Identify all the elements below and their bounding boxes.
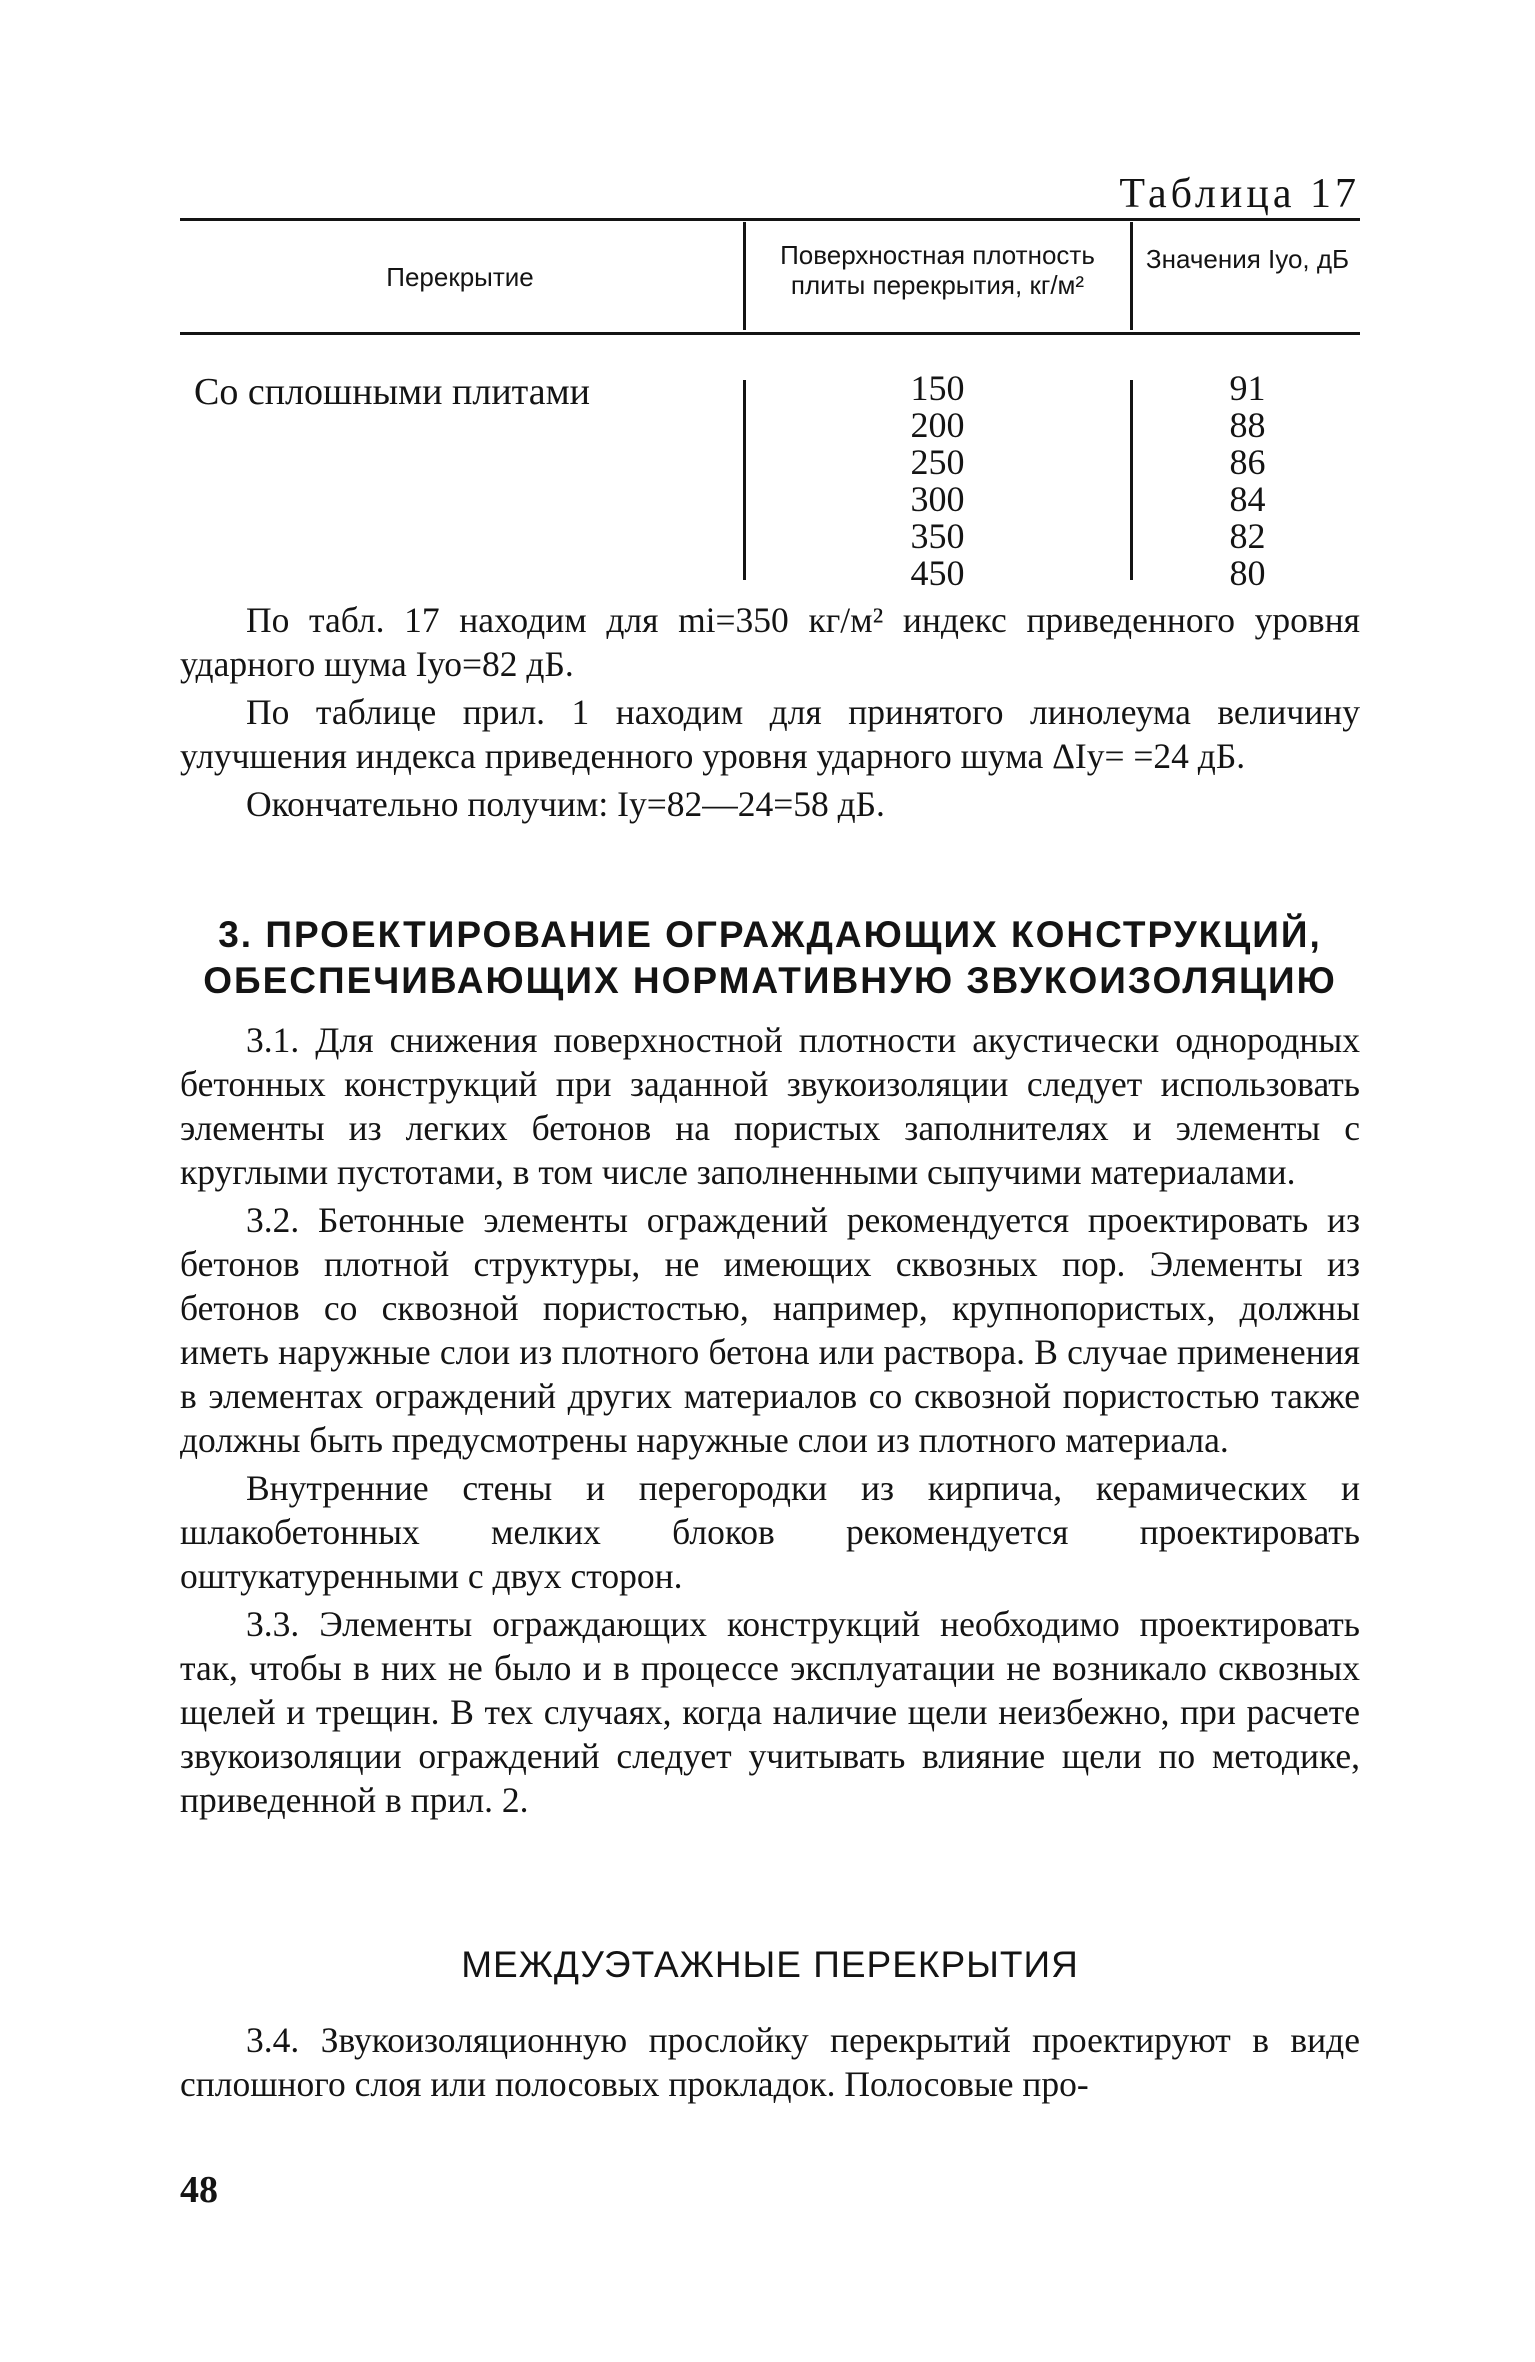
subsection-heading: МЕЖДУЭТАЖНЫЕ ПЕРЕКРЫТИЯ	[461, 1944, 1079, 1985]
density-cell: 250	[910, 442, 965, 482]
row-label: Со сплошными плитами	[194, 371, 590, 413]
section-heading	[180, 912, 1360, 1004]
header-floor-type: Перекрытие	[386, 262, 534, 292]
section-heading-line: ОБЕСПЕЧИВАЮЩИХ НОРМАТИВНУЮ ЗВУКОИЗОЛЯЦИЮ	[203, 960, 1337, 1001]
index-cell: 82	[1229, 516, 1266, 556]
paragraph: По таблице прил. 1 находим для принятого линолеума величину улучшения индекса приведенного уровня ударного шума ΔIу= =24 дБ.	[180, 692, 1360, 776]
body-divider-2	[1130, 380, 1133, 580]
paragraph: 3.2. Бетонные элементы ограждений рекомендуется проектировать из бетонов плотной структуры, не имеющих сквозных пор. Элементы из бетонов со сквозной пористостью, например, крупнопористых, должны иметь наружные слои из плотного бетона или раствора. В случае применения в элементах ограждений других материалов со сквозной пористостью также должны быть предусмотрены наружные слои из плотного материала.	[180, 1200, 1360, 1460]
density-cell: 300	[910, 479, 965, 519]
density-cell: 450	[910, 553, 965, 593]
index-cell: 91	[1229, 368, 1266, 408]
subsection-body	[180, 2018, 1360, 2110]
header-divider-1	[743, 222, 746, 330]
page-number: 48	[180, 2169, 218, 2211]
calculation-text	[180, 598, 1360, 830]
paragraph: По табл. 17 находим для mі=350 кг/м² индекс приведенного уровня ударного шума Iуо=82 дБ.	[180, 600, 1360, 684]
density-cell: 350	[910, 516, 965, 556]
section-body	[180, 1018, 1360, 1826]
table-header-rule	[180, 332, 1360, 335]
paragraph: 3.3. Элементы ограждающих конструкций необходимо проектировать так, чтобы в них не было и в процессе эксплуатации не возникало сквозных щелей и трещин. В тех случаях, когда наличие щели неизбежно, при расчете звукоизоляции ограждений следует учитывать влияние щели по методике, приведенной в прил. 2.	[180, 1604, 1360, 1820]
section-heading-line: 3. ПРОЕКТИРОВАНИЕ ОГРАЖДАЮЩИХ КОНСТРУКЦИЙ,	[218, 914, 1322, 955]
index-column	[1135, 370, 1360, 592]
table-top-rule	[180, 218, 1360, 221]
index-cell: 80	[1229, 553, 1266, 593]
index-cell: 88	[1229, 405, 1266, 445]
header-index-value: Значения Iуо, дБ	[1145, 244, 1350, 274]
density-cell: 200	[910, 405, 965, 445]
paragraph: 3.1. Для снижения поверхностной плотности акустически однородных бетонных конструкций при заданной звукоизоляции следует использовать элементы из легких бетонов на пористых заполнителях и элементы с круглыми пустотами, в том числе заполненными сыпучими материалами.	[180, 1020, 1360, 1192]
index-cell: 86	[1229, 442, 1266, 482]
density-column	[745, 370, 1130, 592]
paragraph: Окончательно получим: Iу=82—24=58 дБ.	[246, 784, 885, 824]
paragraph: 3.4. Звукоизоляционную прослойку перекрытий проектируют в виде сплошного слоя или полосовых прокладок. Полосовые про-	[180, 2020, 1360, 2104]
header-surface-density: Поверхностная плотность плиты перекрытия, кг/м²	[780, 240, 1095, 300]
paragraph: Внутренние стены и перегородки из кирпича, керамических и шлакобетонных мелких блоков рекомендуется проектировать оштукатуренными с двух сторон.	[180, 1468, 1360, 1596]
table-caption: Таблица 17	[1119, 171, 1360, 217]
header-divider-2	[1130, 222, 1133, 330]
density-cell: 150	[910, 368, 965, 408]
index-cell: 84	[1229, 479, 1266, 519]
